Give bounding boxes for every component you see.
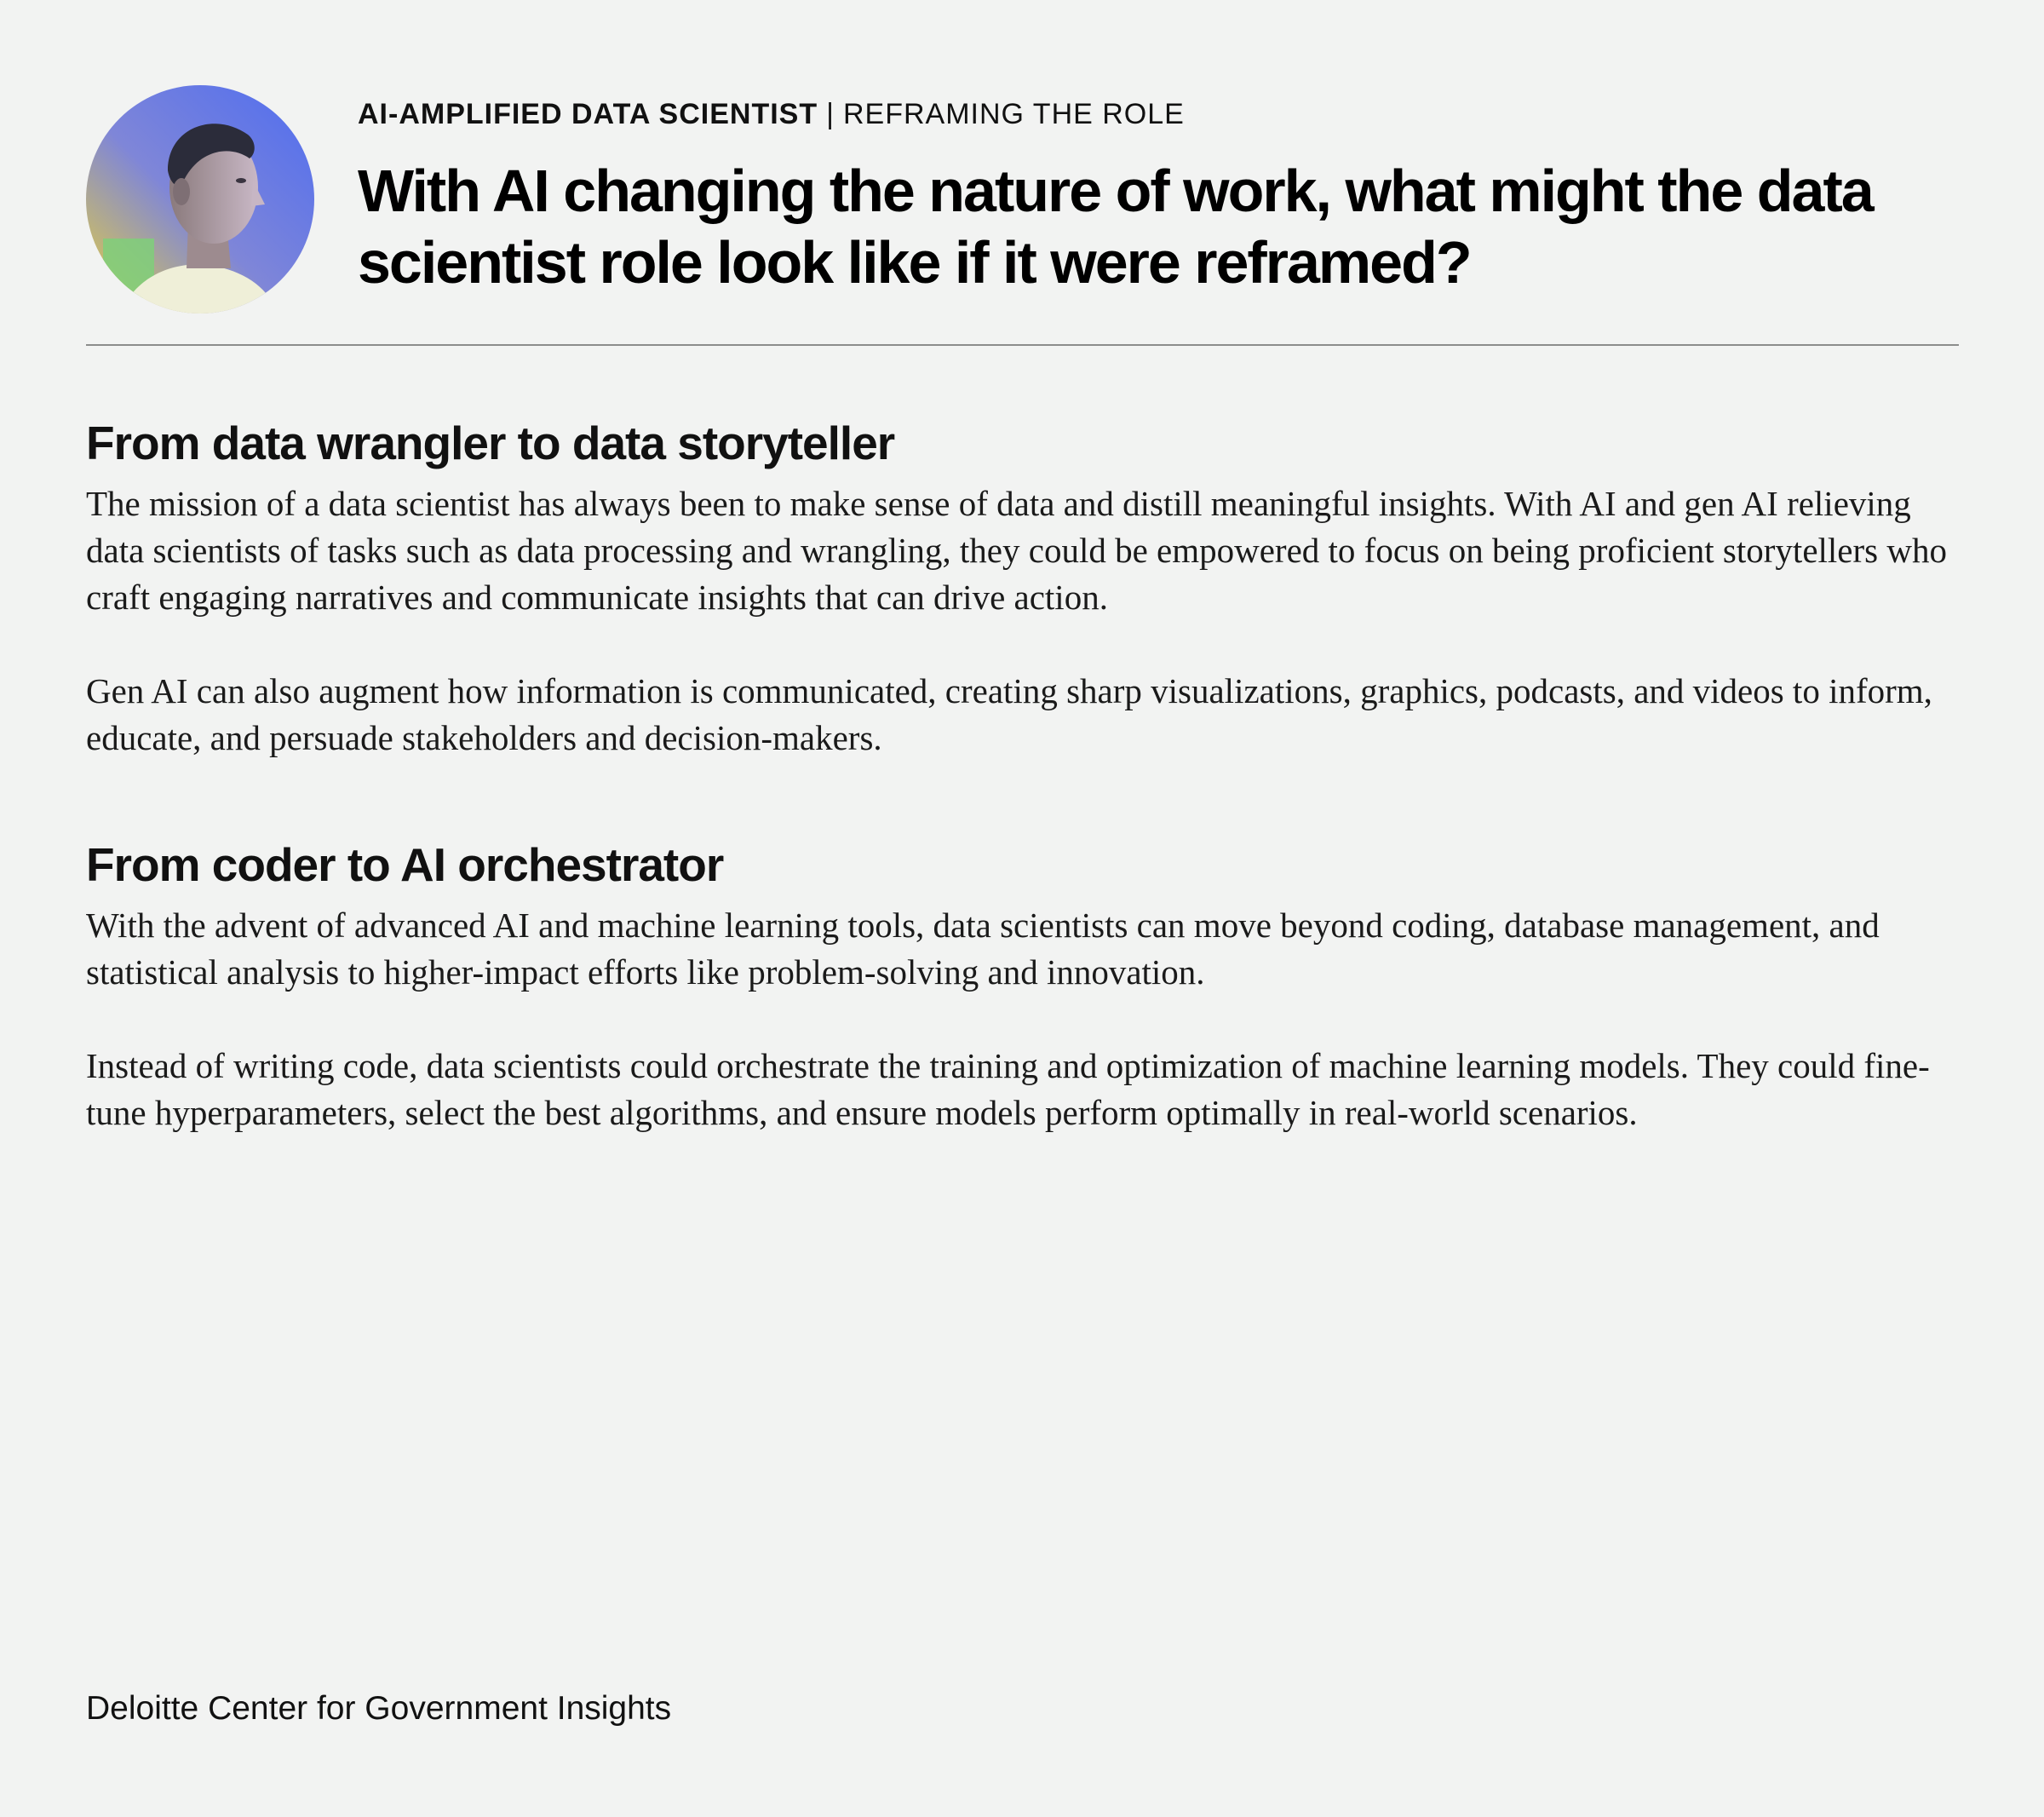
section-paragraph: The mission of a data scientist has always been to make sense of data and distill meaningful insights. With AI and gen AI relieving data scientists of tasks such as data processing and wrangling, they could be empowered to focus on being proficient storytellers who craft engaging narratives and communicate insights that can drive action. — [86, 484, 1947, 617]
eyebrow-separator: | — [826, 98, 835, 130]
eyebrow-category: AI-AMPLIFIED DATA SCIENTIST — [358, 98, 818, 130]
section-storyteller — [86, 414, 1960, 762]
main-content — [86, 414, 1960, 1136]
section-paragraph: Instead of writing code, data scientists could orchestrate the training and optimization of machine learning models. They could fine-tune hyperparameters, select the best algorithms, and ensure models perform optimally in real-world scenarios. — [86, 1046, 1930, 1132]
section-paragraph: With the advent of advanced AI and machine learning tools, data scientists can move beyond coding, database management, and statistical analysis to higher-impact efforts like problem-solving and innovation. — [86, 906, 1880, 992]
portrait-photo-icon — [86, 85, 314, 313]
portrait-avatar — [86, 85, 314, 313]
header-divider — [86, 344, 1959, 346]
header — [358, 95, 1976, 298]
page-title: With AI changing the nature of work, what might the data scientist role look like if it were reframed? — [358, 158, 1873, 296]
section-title: From data wrangler to data storyteller — [86, 417, 895, 469]
section-title: From coder to AI orchestrator — [86, 838, 724, 891]
section-paragraph: Gen AI can also augment how information is communicated, creating sharp visualizations, graphics, podcasts, and videos to inform, educate, and persuade stakeholders and decision-makers. — [86, 671, 1932, 757]
eyebrow — [358, 95, 1976, 133]
eyebrow-subtitle: REFRAMING THE ROLE — [842, 98, 1185, 130]
footer-source: Deloitte Center for Government Insights — [86, 1690, 672, 1727]
section-orchestrator — [86, 836, 1960, 1136]
